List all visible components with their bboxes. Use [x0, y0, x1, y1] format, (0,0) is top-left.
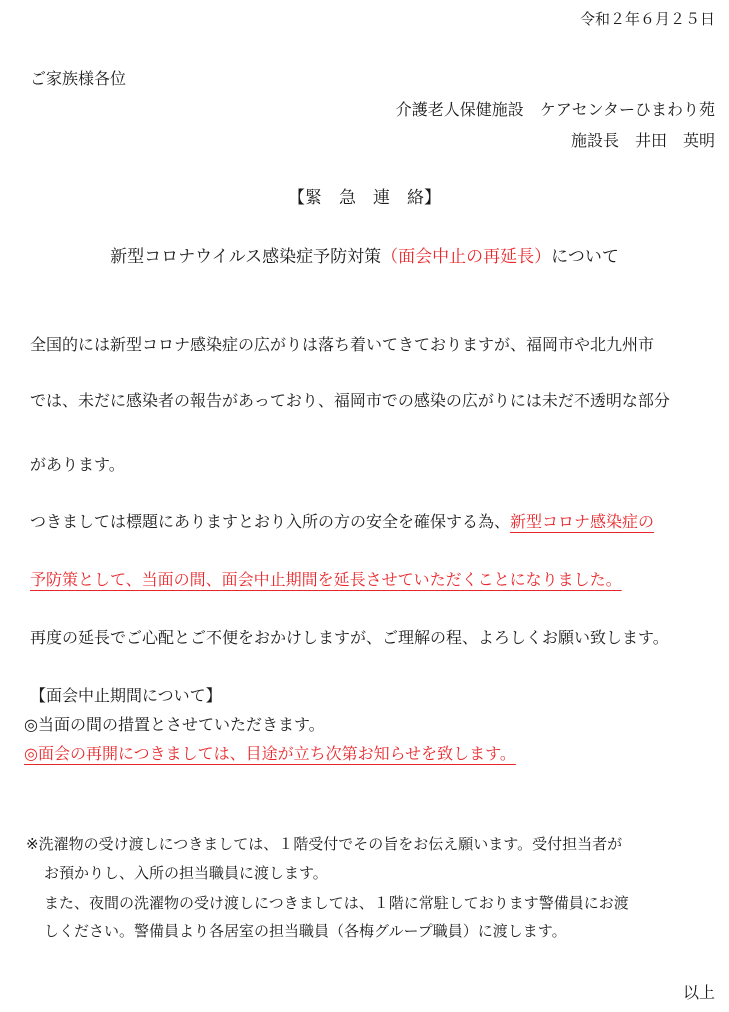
body-p2-line1	[30, 509, 654, 532]
subject-suffix: について	[551, 247, 619, 267]
sender-director: 施設長 井田 英明	[570, 131, 715, 150]
body-p2-line2	[30, 567, 622, 590]
body-p2-plain: つきましては標題にありますとおり入所の方の安全を確保する為、	[30, 512, 511, 531]
body-p2-highlight-start: 新型コロナ感染症の	[510, 512, 655, 531]
body-p2-highlight-end: 予防策として、当面の間、面会中止期間を延長させていただくことになりました。	[30, 570, 622, 589]
body-p1-line3: があります。	[30, 455, 125, 474]
notice-label: 【緊 急 連 絡】	[288, 188, 441, 208]
note-line-1: ※洗濯物の受け渡しにつきましては、１階受付でその旨をお伝え願います。受付担当者が	[26, 835, 623, 853]
closing-mark: 以上	[682, 983, 715, 1002]
body-p1-line2: では、未だに感染者の報告があっており、福岡市での感染の広がりには未だ不透明な部分	[30, 391, 670, 410]
addressee: ご家族様各位	[30, 69, 127, 88]
note-line-3: また、夜間の洗濯物の受け渡しにつきましては、１階に常駐しております警備員にお渡	[44, 894, 629, 912]
subject-line	[0, 242, 729, 267]
period-item-2	[24, 741, 516, 764]
period-heading: 【面会中止期間について】	[30, 686, 222, 705]
period-item-2-text: ◎面会の再開につきましては、目途が立ち次第お知らせを致します。	[24, 744, 516, 763]
document-date: 令和２年６月２５日	[579, 10, 715, 28]
period-item-1: ◎当面の間の措置とさせていただきます。	[24, 715, 325, 734]
body-p3: 再度の延長でご心配とご不便をおかけしますが、ご理解の程、よろしくお願い致します。	[30, 628, 669, 647]
subject-text: 新型コロナウイルス感染症予防対策	[110, 247, 382, 267]
note-line-2: お預かりし、入所の担当職員に渡します。	[44, 864, 328, 882]
body-p1-line1: 全国的には新型コロナ感染症の広がりは落ち着いてきておりますが、福岡市や北九州市	[30, 335, 655, 354]
sender-facility: 介護老人保健施設 ケアセンターひまわり苑	[395, 100, 715, 119]
note-line-4: しください。警備員より各居室の担当職員（各梅グループ職員）に渡します。	[44, 922, 567, 940]
subject-highlight: （面会中止の再延長）	[381, 247, 552, 267]
